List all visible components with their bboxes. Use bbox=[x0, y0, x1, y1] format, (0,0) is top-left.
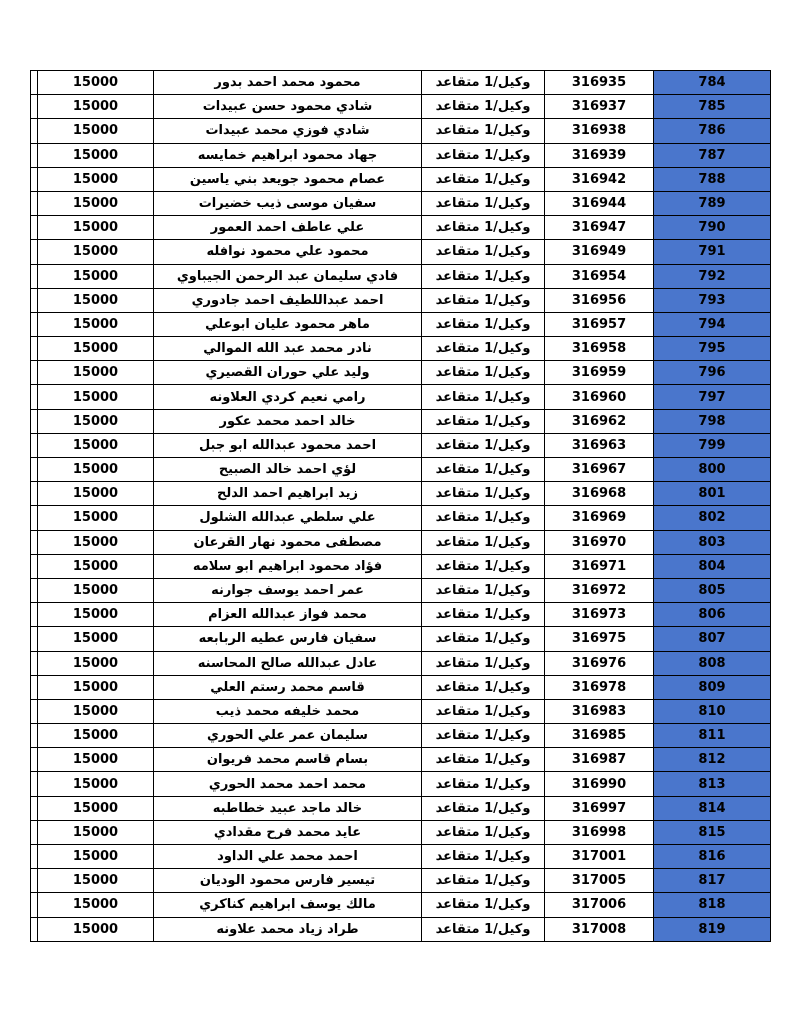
status-cell: وكيل/1 متقاعد bbox=[422, 337, 545, 361]
status-cell: وكيل/1 متقاعد bbox=[422, 119, 545, 143]
name-cell: لؤي احمد خالد الصبيح bbox=[154, 458, 422, 482]
name-cell: زيد ابراهيم احمد الدلح bbox=[154, 482, 422, 506]
amount-cell: 15000 bbox=[38, 216, 154, 240]
name-cell: وليد علي حوران القصيري bbox=[154, 361, 422, 385]
id-cell: 316985 bbox=[545, 724, 654, 748]
amount-cell: 15000 bbox=[38, 578, 154, 602]
id-cell: 316969 bbox=[545, 506, 654, 530]
empty-cell bbox=[31, 240, 38, 264]
empty-cell bbox=[31, 530, 38, 554]
table-row bbox=[31, 554, 771, 578]
id-cell: 316971 bbox=[545, 554, 654, 578]
name-cell: عادل عبدالله صالح المحاسنه bbox=[154, 651, 422, 675]
name-cell: سليمان عمر علي الحوري bbox=[154, 724, 422, 748]
status-cell: وكيل/1 متقاعد bbox=[422, 385, 545, 409]
sequence-cell: 795 bbox=[654, 337, 771, 361]
sequence-cell: 787 bbox=[654, 143, 771, 167]
empty-cell bbox=[31, 675, 38, 699]
name-cell: عايد محمد فرح مقدادي bbox=[154, 820, 422, 844]
sequence-cell: 788 bbox=[654, 167, 771, 191]
empty-cell bbox=[31, 433, 38, 457]
status-cell: وكيل/1 متقاعد bbox=[422, 603, 545, 627]
id-cell: 316978 bbox=[545, 675, 654, 699]
roster-body bbox=[31, 71, 771, 942]
sequence-cell: 806 bbox=[654, 603, 771, 627]
table-row bbox=[31, 506, 771, 530]
table-row bbox=[31, 482, 771, 506]
name-cell: قاسم محمد رستم العلي bbox=[154, 675, 422, 699]
empty-cell bbox=[31, 288, 38, 312]
status-cell: وكيل/1 متقاعد bbox=[422, 699, 545, 723]
amount-cell: 15000 bbox=[38, 95, 154, 119]
amount-cell: 15000 bbox=[38, 772, 154, 796]
sequence-cell: 804 bbox=[654, 554, 771, 578]
amount-cell: 15000 bbox=[38, 506, 154, 530]
sequence-cell: 798 bbox=[654, 409, 771, 433]
sequence-cell: 810 bbox=[654, 699, 771, 723]
name-cell: سفيان فارس عطيه الربابعه bbox=[154, 627, 422, 651]
amount-cell: 15000 bbox=[38, 361, 154, 385]
empty-cell bbox=[31, 119, 38, 143]
table-row bbox=[31, 143, 771, 167]
sequence-cell: 785 bbox=[654, 95, 771, 119]
table-row bbox=[31, 845, 771, 869]
status-cell: وكيل/1 متقاعد bbox=[422, 796, 545, 820]
table-row bbox=[31, 724, 771, 748]
status-cell: وكيل/1 متقاعد bbox=[422, 482, 545, 506]
table-row bbox=[31, 312, 771, 336]
table-row bbox=[31, 119, 771, 143]
id-cell: 316956 bbox=[545, 288, 654, 312]
amount-cell: 15000 bbox=[38, 748, 154, 772]
amount-cell: 15000 bbox=[38, 554, 154, 578]
id-cell: 316962 bbox=[545, 409, 654, 433]
amount-cell: 15000 bbox=[38, 240, 154, 264]
empty-cell bbox=[31, 893, 38, 917]
empty-cell bbox=[31, 796, 38, 820]
name-cell: علي عاطف احمد العمور bbox=[154, 216, 422, 240]
id-cell: 316972 bbox=[545, 578, 654, 602]
id-cell: 316937 bbox=[545, 95, 654, 119]
empty-cell bbox=[31, 506, 38, 530]
status-cell: وكيل/1 متقاعد bbox=[422, 724, 545, 748]
amount-cell: 15000 bbox=[38, 71, 154, 95]
amount-cell: 15000 bbox=[38, 796, 154, 820]
table-row bbox=[31, 578, 771, 602]
sequence-cell: 794 bbox=[654, 312, 771, 336]
status-cell: وكيل/1 متقاعد bbox=[422, 772, 545, 796]
amount-cell: 15000 bbox=[38, 651, 154, 675]
status-cell: وكيل/1 متقاعد bbox=[422, 506, 545, 530]
name-cell: فؤاد محمود ابراهيم ابو سلامه bbox=[154, 554, 422, 578]
name-cell: سفيان موسى ذيب خضيرات bbox=[154, 191, 422, 215]
amount-cell: 15000 bbox=[38, 264, 154, 288]
empty-cell bbox=[31, 361, 38, 385]
empty-cell bbox=[31, 869, 38, 893]
id-cell: 316976 bbox=[545, 651, 654, 675]
name-cell: ماهر محمود عليان ابوعلي bbox=[154, 312, 422, 336]
name-cell: مالك يوسف ابراهيم كناكري bbox=[154, 893, 422, 917]
status-cell: وكيل/1 متقاعد bbox=[422, 748, 545, 772]
empty-cell bbox=[31, 191, 38, 215]
amount-cell: 15000 bbox=[38, 433, 154, 457]
id-cell: 316998 bbox=[545, 820, 654, 844]
id-cell: 316990 bbox=[545, 772, 654, 796]
name-cell: محمود علي محمود نوافله bbox=[154, 240, 422, 264]
status-cell: وكيل/1 متقاعد bbox=[422, 554, 545, 578]
status-cell: وكيل/1 متقاعد bbox=[422, 312, 545, 336]
id-cell: 316939 bbox=[545, 143, 654, 167]
name-cell: خالد احمد محمد عكور bbox=[154, 409, 422, 433]
sequence-cell: 790 bbox=[654, 216, 771, 240]
amount-cell: 15000 bbox=[38, 119, 154, 143]
name-cell: احمد محمود عبدالله ابو جبل bbox=[154, 433, 422, 457]
empty-cell bbox=[31, 409, 38, 433]
id-cell: 316949 bbox=[545, 240, 654, 264]
id-cell: 316960 bbox=[545, 385, 654, 409]
table-row bbox=[31, 869, 771, 893]
status-cell: وكيل/1 متقاعد bbox=[422, 578, 545, 602]
sequence-cell: 809 bbox=[654, 675, 771, 699]
amount-cell: 15000 bbox=[38, 869, 154, 893]
status-cell: وكيل/1 متقاعد bbox=[422, 845, 545, 869]
amount-cell: 15000 bbox=[38, 409, 154, 433]
table-row bbox=[31, 191, 771, 215]
empty-cell bbox=[31, 458, 38, 482]
status-cell: وكيل/1 متقاعد bbox=[422, 240, 545, 264]
amount-cell: 15000 bbox=[38, 820, 154, 844]
table-row bbox=[31, 772, 771, 796]
name-cell: بسام قاسم محمد فريوان bbox=[154, 748, 422, 772]
empty-cell bbox=[31, 95, 38, 119]
empty-cell bbox=[31, 748, 38, 772]
empty-cell bbox=[31, 651, 38, 675]
amount-cell: 15000 bbox=[38, 724, 154, 748]
table-row bbox=[31, 917, 771, 941]
name-cell: احمد محمد علي الداود bbox=[154, 845, 422, 869]
id-cell: 316997 bbox=[545, 796, 654, 820]
empty-cell bbox=[31, 71, 38, 95]
table-row bbox=[31, 893, 771, 917]
id-cell: 316970 bbox=[545, 530, 654, 554]
id-cell: 316947 bbox=[545, 216, 654, 240]
sequence-cell: 805 bbox=[654, 578, 771, 602]
empty-cell bbox=[31, 772, 38, 796]
sequence-cell: 792 bbox=[654, 264, 771, 288]
id-cell: 316983 bbox=[545, 699, 654, 723]
sequence-cell: 813 bbox=[654, 772, 771, 796]
status-cell: وكيل/1 متقاعد bbox=[422, 167, 545, 191]
empty-cell bbox=[31, 554, 38, 578]
status-cell: وكيل/1 متقاعد bbox=[422, 191, 545, 215]
id-cell: 316973 bbox=[545, 603, 654, 627]
status-cell: وكيل/1 متقاعد bbox=[422, 288, 545, 312]
sequence-cell: 793 bbox=[654, 288, 771, 312]
name-cell: عمر احمد يوسف جوارنه bbox=[154, 578, 422, 602]
table-row bbox=[31, 216, 771, 240]
table-row bbox=[31, 651, 771, 675]
status-cell: وكيل/1 متقاعد bbox=[422, 651, 545, 675]
status-cell: وكيل/1 متقاعد bbox=[422, 627, 545, 651]
table-row bbox=[31, 796, 771, 820]
status-cell: وكيل/1 متقاعد bbox=[422, 917, 545, 941]
status-cell: وكيل/1 متقاعد bbox=[422, 95, 545, 119]
table-row bbox=[31, 530, 771, 554]
sequence-cell: 816 bbox=[654, 845, 771, 869]
name-cell: رامي نعيم كردي العلاونه bbox=[154, 385, 422, 409]
id-cell: 317005 bbox=[545, 869, 654, 893]
name-cell: شادي محمود حسن عبيدات bbox=[154, 95, 422, 119]
name-cell: محمد فواز عبدالله العزام bbox=[154, 603, 422, 627]
amount-cell: 15000 bbox=[38, 385, 154, 409]
name-cell: علي سلطي عبدالله الشلول bbox=[154, 506, 422, 530]
table-row bbox=[31, 361, 771, 385]
name-cell: فادي سليمان عبد الرحمن الجيباوي bbox=[154, 264, 422, 288]
id-cell: 317008 bbox=[545, 917, 654, 941]
amount-cell: 15000 bbox=[38, 167, 154, 191]
name-cell: مصطفى محمود نهار القرعان bbox=[154, 530, 422, 554]
amount-cell: 15000 bbox=[38, 143, 154, 167]
name-cell: محمود محمد احمد بدور bbox=[154, 71, 422, 95]
empty-cell bbox=[31, 143, 38, 167]
sequence-cell: 801 bbox=[654, 482, 771, 506]
empty-cell bbox=[31, 264, 38, 288]
status-cell: وكيل/1 متقاعد bbox=[422, 143, 545, 167]
name-cell: خالد ماجد عبيد خطاطبه bbox=[154, 796, 422, 820]
table-row bbox=[31, 699, 771, 723]
status-cell: وكيل/1 متقاعد bbox=[422, 530, 545, 554]
sequence-cell: 803 bbox=[654, 530, 771, 554]
table-row bbox=[31, 264, 771, 288]
id-cell: 316944 bbox=[545, 191, 654, 215]
status-cell: وكيل/1 متقاعد bbox=[422, 409, 545, 433]
empty-cell bbox=[31, 337, 38, 361]
amount-cell: 15000 bbox=[38, 675, 154, 699]
id-cell: 316975 bbox=[545, 627, 654, 651]
table-row bbox=[31, 288, 771, 312]
amount-cell: 15000 bbox=[38, 530, 154, 554]
id-cell: 316942 bbox=[545, 167, 654, 191]
amount-cell: 15000 bbox=[38, 845, 154, 869]
amount-cell: 15000 bbox=[38, 482, 154, 506]
empty-cell bbox=[31, 845, 38, 869]
table-row bbox=[31, 820, 771, 844]
sequence-cell: 797 bbox=[654, 385, 771, 409]
sequence-cell: 814 bbox=[654, 796, 771, 820]
empty-cell bbox=[31, 216, 38, 240]
sequence-cell: 791 bbox=[654, 240, 771, 264]
name-cell: نادر محمد عبد الله الموالي bbox=[154, 337, 422, 361]
name-cell: احمد عبداللطيف احمد جادوري bbox=[154, 288, 422, 312]
status-cell: وكيل/1 متقاعد bbox=[422, 216, 545, 240]
id-cell: 316968 bbox=[545, 482, 654, 506]
roster-sheet bbox=[30, 70, 767, 942]
empty-cell bbox=[31, 820, 38, 844]
name-cell: شادي فوزي محمد عبيدات bbox=[154, 119, 422, 143]
amount-cell: 15000 bbox=[38, 288, 154, 312]
status-cell: وكيل/1 متقاعد bbox=[422, 361, 545, 385]
sequence-cell: 796 bbox=[654, 361, 771, 385]
status-cell: وكيل/1 متقاعد bbox=[422, 820, 545, 844]
id-cell: 316954 bbox=[545, 264, 654, 288]
sequence-cell: 807 bbox=[654, 627, 771, 651]
amount-cell: 15000 bbox=[38, 191, 154, 215]
sequence-cell: 786 bbox=[654, 119, 771, 143]
amount-cell: 15000 bbox=[38, 893, 154, 917]
sequence-cell: 799 bbox=[654, 433, 771, 457]
id-cell: 317006 bbox=[545, 893, 654, 917]
empty-cell bbox=[31, 627, 38, 651]
amount-cell: 15000 bbox=[38, 699, 154, 723]
name-cell: عصام محمود جويعد بني ياسين bbox=[154, 167, 422, 191]
table-row bbox=[31, 748, 771, 772]
sequence-cell: 812 bbox=[654, 748, 771, 772]
empty-cell bbox=[31, 699, 38, 723]
table-row bbox=[31, 433, 771, 457]
status-cell: وكيل/1 متقاعد bbox=[422, 264, 545, 288]
id-cell: 316963 bbox=[545, 433, 654, 457]
sequence-cell: 789 bbox=[654, 191, 771, 215]
table-row bbox=[31, 603, 771, 627]
status-cell: وكيل/1 متقاعد bbox=[422, 458, 545, 482]
table-row bbox=[31, 385, 771, 409]
status-cell: وكيل/1 متقاعد bbox=[422, 893, 545, 917]
amount-cell: 15000 bbox=[38, 458, 154, 482]
sequence-cell: 819 bbox=[654, 917, 771, 941]
id-cell: 317001 bbox=[545, 845, 654, 869]
status-cell: وكيل/1 متقاعد bbox=[422, 675, 545, 699]
table-row bbox=[31, 71, 771, 95]
empty-cell bbox=[31, 724, 38, 748]
empty-cell bbox=[31, 603, 38, 627]
id-cell: 316957 bbox=[545, 312, 654, 336]
name-cell: محمد خليفه محمد ذيب bbox=[154, 699, 422, 723]
sequence-cell: 815 bbox=[654, 820, 771, 844]
id-cell: 316938 bbox=[545, 119, 654, 143]
sequence-cell: 811 bbox=[654, 724, 771, 748]
table-row bbox=[31, 627, 771, 651]
sequence-cell: 808 bbox=[654, 651, 771, 675]
name-cell: محمد احمد محمد الحوري bbox=[154, 772, 422, 796]
id-cell: 316958 bbox=[545, 337, 654, 361]
id-cell: 316987 bbox=[545, 748, 654, 772]
id-cell: 316935 bbox=[545, 71, 654, 95]
id-cell: 316967 bbox=[545, 458, 654, 482]
table-row bbox=[31, 95, 771, 119]
amount-cell: 15000 bbox=[38, 917, 154, 941]
id-cell: 316959 bbox=[545, 361, 654, 385]
sequence-cell: 818 bbox=[654, 893, 771, 917]
status-cell: وكيل/1 متقاعد bbox=[422, 869, 545, 893]
table-row bbox=[31, 458, 771, 482]
amount-cell: 15000 bbox=[38, 603, 154, 627]
sequence-cell: 800 bbox=[654, 458, 771, 482]
table-row bbox=[31, 337, 771, 361]
amount-cell: 15000 bbox=[38, 627, 154, 651]
sequence-cell: 817 bbox=[654, 869, 771, 893]
sequence-cell: 802 bbox=[654, 506, 771, 530]
table-row bbox=[31, 240, 771, 264]
empty-cell bbox=[31, 385, 38, 409]
empty-cell bbox=[31, 482, 38, 506]
name-cell: تيسير فارس محمود الوديان bbox=[154, 869, 422, 893]
amount-cell: 15000 bbox=[38, 337, 154, 361]
empty-cell bbox=[31, 917, 38, 941]
sequence-cell: 784 bbox=[654, 71, 771, 95]
table-row bbox=[31, 167, 771, 191]
roster-table bbox=[30, 70, 771, 942]
empty-cell bbox=[31, 578, 38, 602]
amount-cell: 15000 bbox=[38, 312, 154, 336]
name-cell: طراد زياد محمد علاونه bbox=[154, 917, 422, 941]
status-cell: وكيل/1 متقاعد bbox=[422, 433, 545, 457]
empty-cell bbox=[31, 312, 38, 336]
empty-cell bbox=[31, 167, 38, 191]
name-cell: جهاد محمود ابراهيم خمايسه bbox=[154, 143, 422, 167]
status-cell: وكيل/1 متقاعد bbox=[422, 71, 545, 95]
table-row bbox=[31, 675, 771, 699]
table-row bbox=[31, 409, 771, 433]
